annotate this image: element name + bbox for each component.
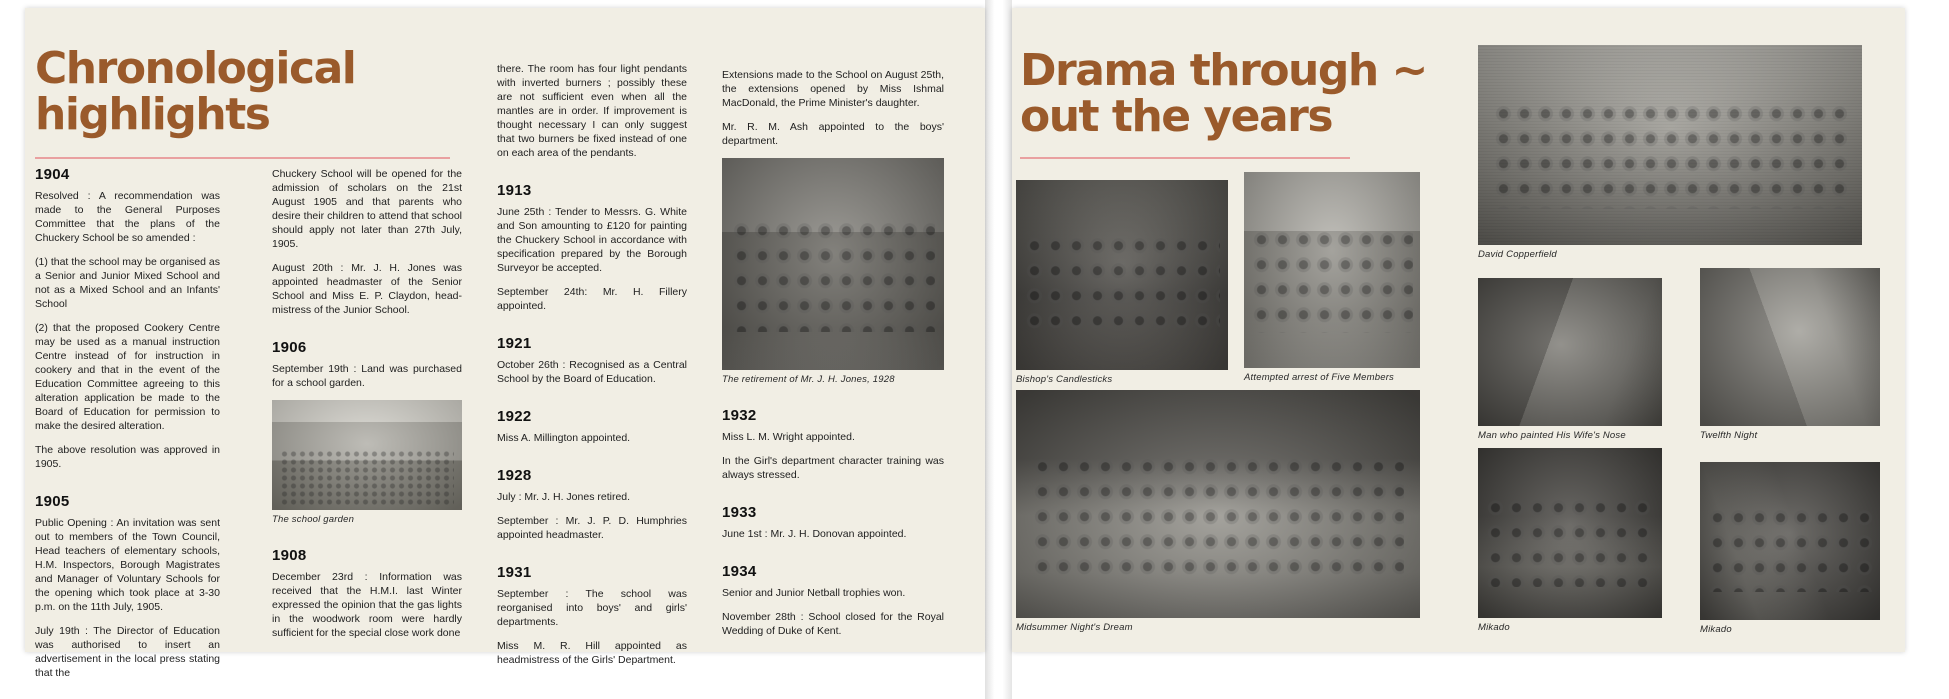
year-heading: 1928	[497, 467, 532, 484]
photo-david-copperfield-image	[1478, 45, 1862, 245]
paragraph: Extensions made to the School on August 25th, the extensions opened by Miss Ishmal MacDonald, the Prime Minister's daughter.	[722, 69, 944, 109]
page-title-right-line1: Drama through ~	[1020, 45, 1427, 96]
page-title-right-line2: out the years	[1020, 91, 1333, 142]
year-heading: 1904	[35, 166, 70, 183]
photo-mikado-2-image	[1700, 462, 1880, 620]
photo-mikado-2	[1700, 462, 1880, 635]
photo-mikado-1	[1478, 448, 1662, 633]
title-underline-right	[1020, 157, 1350, 159]
photo-twelfth-night	[1700, 268, 1880, 441]
photo-caption: Mikado	[1700, 624, 1732, 635]
paragraph: Miss L. M. Wright appointed.	[722, 431, 855, 443]
page-right	[1012, 8, 1905, 652]
year-heading: 1906	[272, 339, 307, 356]
paragraph: September : The school was reorganised into boys' and girls' departments.	[497, 588, 687, 628]
photo-man-who-painted	[1478, 278, 1662, 441]
year-heading: 1921	[497, 335, 532, 352]
photo-school-garden-image	[272, 400, 462, 510]
photo-caption: Man who painted His Wife's Nose	[1478, 430, 1626, 441]
photo-midsummer-image	[1016, 390, 1420, 618]
photo-retirement	[722, 158, 944, 385]
photo-caption: Attempted arrest of Five Members	[1244, 372, 1395, 383]
photo-caption: Midsummer Night's Dream	[1016, 622, 1133, 633]
paragraph: September 19th : Land was purchased for a school garden.	[272, 363, 462, 389]
photo-caption: Mikado	[1478, 622, 1510, 633]
paragraph: August 20th : Mr. J. H. Jones was appointed headmaster of the Senior School and Miss E. P. Claydon, head-mistress of the Junior School.	[272, 262, 462, 316]
paragraph: July 19th : The Director of Education was authorised to insert an advertisement in the local press stating that the	[35, 625, 220, 679]
paragraph: November 28th : School closed for the Royal Wedding of Duke of Kent.	[722, 611, 944, 637]
paragraph: Resolved : A recommendation was made to the General Purposes Committee that the plans of the Chuckery School be so amended :	[35, 190, 220, 244]
page-title-left-line2: highlights	[35, 89, 270, 140]
paragraph: The above resolution was approved in 1905.	[35, 444, 220, 470]
photo-david-copperfield	[1478, 45, 1862, 260]
paragraph: Miss M. R. Hill appointed as headmistress of the Girls' Department.	[497, 640, 687, 666]
photo-man-who-painted-image	[1478, 278, 1662, 426]
paragraph: Senior and Junior Netball trophies won.	[722, 587, 906, 599]
paragraph: Mr. R. M. Ash appointed to the boys' department.	[722, 121, 944, 147]
paragraph: July : Mr. J. H. Jones retired.	[497, 491, 631, 503]
photo-school-garden	[272, 400, 462, 525]
photo-attempted-arrest	[1244, 172, 1420, 383]
paragraph: June 1st : Mr. J. H. Donovan appointed.	[722, 528, 907, 540]
photo-caption: Twelfth Night	[1700, 430, 1758, 441]
photo-midsummer	[1016, 390, 1420, 633]
year-heading: 1913	[497, 182, 532, 199]
page-left	[25, 8, 985, 679]
text-column-2	[272, 167, 462, 650]
photo-caption: The school garden	[272, 514, 355, 525]
paragraph: June 25th : Tender to Messrs. G. White and Son amounting to £120 for painting the Chuckery School in accordance with specification prepared by the Borough Surveyor be accepted.	[497, 206, 687, 274]
paragraph: (2) that the proposed Cookery Centre may be used as a manual instruction Centre instead of for instruction in cookery and that in the event of the Education Committee agreeing to this alteration application be made to the Board of Education for permission to make the desired alteration.	[35, 322, 220, 432]
paragraph: September 24th: Mr. H. Fillery appointed.	[497, 286, 687, 312]
paragraph: December 23rd : Information was received that the H.M.I. last Winter expressed the opinion that the gas lights in the woodwork room were hardly sufficient for the special close work done	[272, 571, 462, 639]
year-heading: 1931	[497, 564, 532, 581]
year-heading: 1934	[722, 563, 757, 580]
year-heading: 1908	[272, 547, 307, 564]
year-heading: 1922	[497, 408, 532, 425]
paragraph: In the Girl's department character training was always stressed.	[722, 455, 944, 481]
paragraph: there. The room has four light pendants with inverted burners ; possibly these are not sufficient even when all the mantles are in order. If improvement is thought necessary I can only suggest that two burners be fixed instead of one on each area of the pendants.	[497, 63, 687, 159]
photo-caption: Bishop's Candlesticks	[1016, 374, 1113, 385]
photo-twelfth-night-image	[1700, 268, 1880, 426]
photo-bishops-candlesticks	[1016, 180, 1228, 385]
photo-bishops-candlesticks-image	[1016, 180, 1228, 370]
text-column-1	[35, 166, 220, 690]
year-heading: 1905	[35, 493, 70, 510]
photo-mikado-1-image	[1478, 448, 1662, 618]
paragraph: (1) that the school may be organised as a Senior and Junior Mixed School and not as a Mixed School and an Infants' School	[35, 256, 220, 310]
paragraph: Miss A. Millington appointed.	[497, 432, 631, 444]
paragraph: September : Mr. J. P. D. Humphries appointed headmaster.	[497, 515, 687, 541]
photo-caption: The retirement of Mr. J. H. Jones, 1928	[722, 374, 895, 385]
page-title-left	[35, 43, 356, 140]
page-title-left-line1: Chronological	[35, 43, 356, 94]
page-gutter	[985, 0, 1012, 699]
page-title-right	[1020, 45, 1427, 142]
photo-retirement-image	[722, 158, 944, 370]
year-heading: 1933	[722, 504, 757, 521]
text-column-4	[722, 68, 944, 648]
paragraph: October 26th : Recognised as a Central School by the Board of Education.	[497, 359, 687, 385]
text-column-3	[497, 62, 687, 677]
paragraph: Public Opening : An invitation was sent out to members of the Town Council, Head teachers of elementary schools, H.M. Inspectors, Borough Magistrates and Manager of Voluntary Schools for the opening which took place at 3-30 p.m. on the 11th July, 1905.	[35, 517, 220, 613]
photo-attempted-arrest-image	[1244, 172, 1420, 368]
title-underline-left	[35, 157, 450, 159]
year-heading: 1932	[722, 407, 757, 424]
paragraph: Chuckery School will be opened for the admission of scholars on the 21st August 1905 and that parents who desire their children to attend that school should apply not later than 27th July, 1905.	[272, 168, 462, 250]
photo-caption: David Copperfield	[1478, 249, 1557, 260]
